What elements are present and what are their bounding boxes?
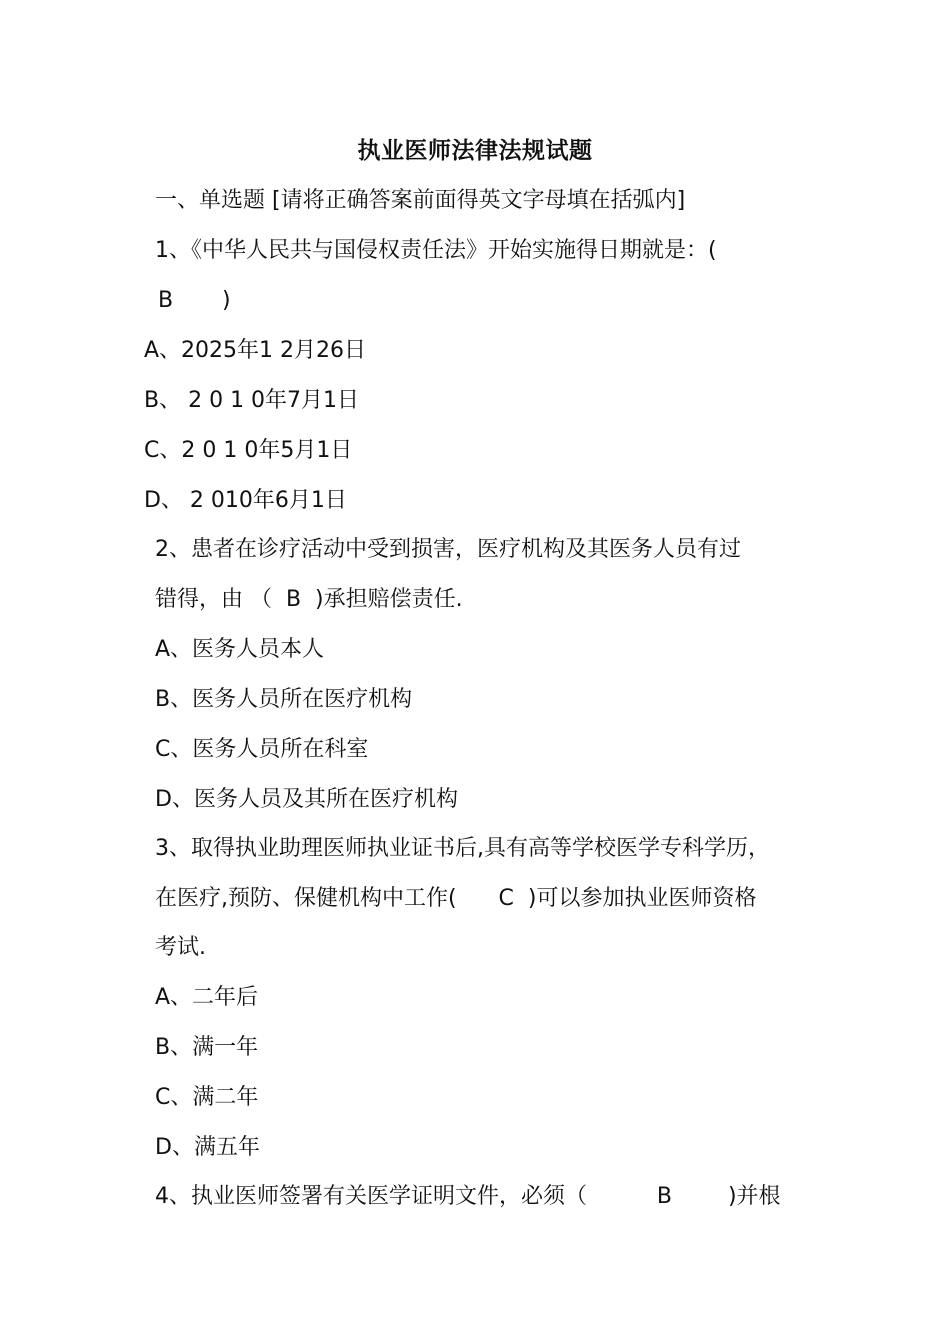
question-1-text: 1、《中华人民共与国侵权责任法》开始实施得日期就是：( <box>155 238 717 263</box>
question-2-option-a: A、医务人员本人 <box>155 637 325 662</box>
question-3-option-b: B、满一年 <box>155 1035 259 1060</box>
question-1-option-d: D、 2 010年6月1日 <box>144 488 347 513</box>
page-title: 执业医师法律法规试题 <box>357 138 593 164</box>
question-3-text: 3、取得执业助理医师执业证书后,具有高等学校医学专科学历， <box>155 836 770 861</box>
question-1-option-a: A、2025年1 2月26日 <box>144 338 367 363</box>
section-heading: 一、单选题 [请将正确答案前面得英文字母填在括弧内] <box>155 188 686 213</box>
question-4-text: 4、执业医师签署有关医学证明文件，必须（ B )并根 <box>155 1184 781 1209</box>
question-1-option-c: C、2 0 1 0年5月1日 <box>144 438 353 463</box>
question-1-option-b: B、 2 0 1 0年7月1日 <box>144 388 360 413</box>
question-2-text-cont: 错得，由 （ B )承担赔偿责任. <box>155 587 463 612</box>
question-3-text-cont: 在医疗,预防、保健机构中工作( C )可以参加执业医师资格 <box>155 886 757 911</box>
question-3-option-c: C、满二年 <box>155 1085 259 1110</box>
question-2-option-d: D、医务人员及其所在医疗机构 <box>155 787 458 812</box>
question-3-option-a: A、二年后 <box>155 985 259 1010</box>
question-2-option-c: C、医务人员所在科室 <box>155 737 369 762</box>
question-2-text: 2、患者在诊疗活动中受到损害，医疗机构及其医务人员有过 <box>155 537 741 562</box>
question-1-answer: B ) <box>158 288 231 313</box>
question-3-text-end: 考试. <box>155 935 206 960</box>
question-2-option-b: B、医务人员所在医疗机构 <box>155 687 413 712</box>
question-3-option-d: D、满五年 <box>155 1135 260 1160</box>
